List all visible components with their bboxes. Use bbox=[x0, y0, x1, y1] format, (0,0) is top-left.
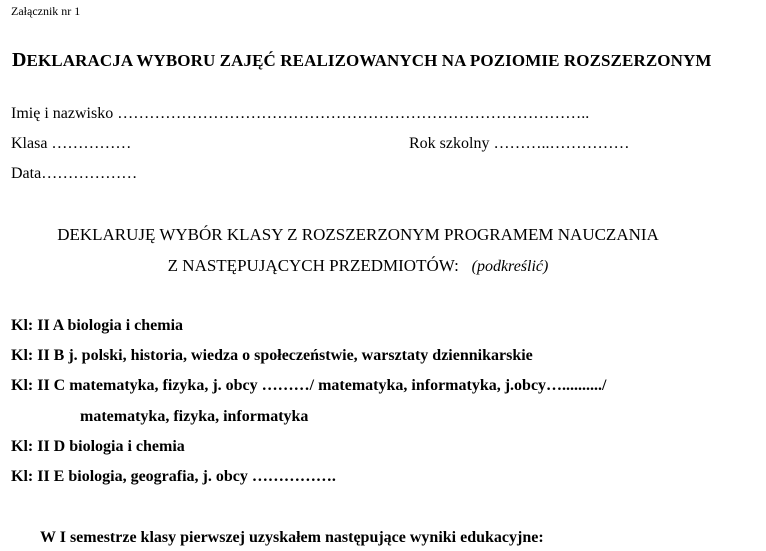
annex-label: Załącznik nr 1 bbox=[11, 4, 81, 18]
semester-results-heading: W I semestrze klasy pierwszej uzyskałem następujące wyniki edukacyjne: bbox=[40, 529, 544, 546]
title-rest: EKLARACJA WYBORU ZAJĘĆ REALIZOWANYCH NA POZIOMIE ROZSZERZONYM bbox=[26, 51, 712, 70]
class-option-iie: Kl: II E biologia, geografia, j. obcy ……………. bbox=[11, 468, 336, 485]
declaration-line-2 bbox=[0, 256, 716, 276]
document-title bbox=[12, 49, 711, 72]
class-option-iic-continued: matematyka, fizyka, informatyka bbox=[80, 408, 309, 425]
school-year-field: Rok szkolny ………..…………… bbox=[409, 135, 630, 152]
underline-note: (podkreślić) bbox=[471, 258, 549, 275]
class-option-iia: Kl: II A biologia i chemia bbox=[11, 317, 184, 334]
class-field: Klasa …………… bbox=[11, 135, 132, 152]
declaration-subjects: Z NASTĘPUJĄCYCH PRZEDMIOTÓW: bbox=[167, 256, 459, 275]
class-option-iic: Kl: II C matematyka, fizyka, j. obcy ………/ matematyka, informatyka, j.obcy…........../ bbox=[11, 377, 607, 394]
declaration-line-1: DEKLARUJĘ WYBÓR KLASY Z ROZSZERZONYM PROGRAMEM NAUCZANIA bbox=[57, 225, 659, 244]
date-field: Data……………… bbox=[11, 165, 138, 182]
class-option-iid: Kl: II D biologia i chemia bbox=[11, 438, 185, 455]
name-field: Imię i nazwisko …………………………………………………………………………….. bbox=[11, 105, 590, 122]
title-first-letter: D bbox=[12, 49, 27, 71]
class-option-iib: Kl: II B j. polski, historia, wiedza o społeczeństwie, warsztaty dziennikarskie bbox=[11, 347, 533, 364]
